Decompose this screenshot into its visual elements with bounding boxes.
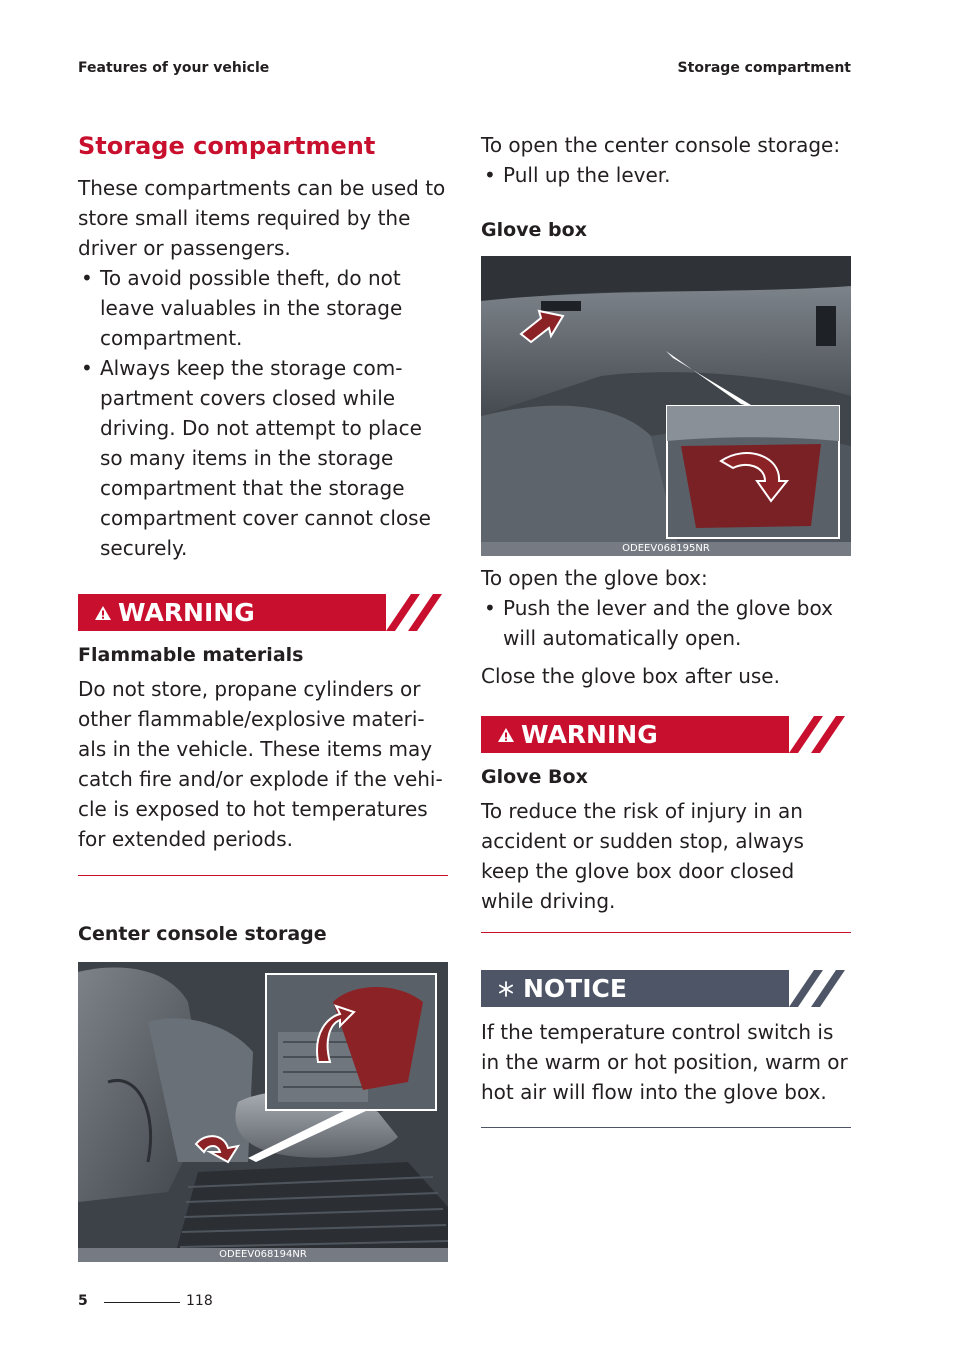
console-steps bbox=[481, 160, 851, 190]
warning-end-rule bbox=[481, 932, 851, 933]
left-column bbox=[78, 128, 448, 1262]
glove-close-text: Close the glove box after use. bbox=[481, 664, 780, 688]
bullet-glyph: • bbox=[81, 266, 93, 290]
stripes-decoration bbox=[386, 594, 448, 631]
console-heading: Center console storage bbox=[78, 923, 327, 945]
list-item bbox=[481, 160, 851, 190]
notice-text: If the temperature control switch is in the warm or hot position, warm or hot air will flow into the glove box. bbox=[481, 1020, 848, 1104]
section-title: Storage compartment bbox=[78, 132, 376, 160]
notice-label: NOTICE bbox=[523, 974, 627, 1003]
page-number: 118 bbox=[186, 1293, 213, 1309]
warning-label: WARNING bbox=[521, 720, 658, 749]
tips-list bbox=[78, 263, 448, 563]
warning-banner bbox=[78, 594, 448, 631]
running-header-right: Storage compartment bbox=[677, 60, 851, 76]
figure-code: ODEEV068194NR bbox=[78, 1248, 448, 1262]
glove-box-illustration bbox=[481, 256, 851, 556]
intro-paragraph: These compartments can be used to store small items required by the driver or passengers. bbox=[78, 176, 446, 260]
warning-text: To reduce the risk of injury in an accident or sudden stop, always keep the glove box door closed while driving. bbox=[481, 799, 804, 913]
list-item-text: To avoid possible theft, do not leave valuables in the storage compartment. bbox=[100, 266, 403, 350]
center-console-figure bbox=[78, 962, 448, 1262]
glove-box-figure bbox=[481, 256, 851, 556]
list-item-text: Pull up the lever. bbox=[503, 163, 671, 187]
warning-icon bbox=[495, 724, 517, 746]
running-header-left: Features of your vehicle bbox=[78, 60, 270, 76]
bullet-glyph: • bbox=[484, 163, 496, 187]
list-item bbox=[78, 263, 448, 353]
warning-icon bbox=[92, 602, 114, 624]
list-item-text: Always keep the storage com-partment covers closed while driving. Do not attempt to place so many items in the storage compartment that the storage compartment cover cannot close securely. bbox=[100, 356, 431, 560]
list-item bbox=[78, 353, 448, 563]
list-item-text: Push the lever and the glove box will automatically open. bbox=[503, 596, 833, 650]
list-item bbox=[481, 593, 851, 653]
warning-heading: Glove Box bbox=[481, 766, 588, 788]
bullet-glyph: • bbox=[484, 596, 496, 620]
warning-end-rule bbox=[78, 875, 448, 876]
footer-rule bbox=[104, 1302, 180, 1303]
stripes-decoration bbox=[789, 716, 851, 753]
glove-heading: Glove box bbox=[481, 219, 587, 241]
center-console-illustration bbox=[78, 962, 448, 1262]
warning-heading: Flammable materials bbox=[78, 644, 304, 666]
console-intro: To open the center console storage: bbox=[481, 133, 841, 157]
right-column bbox=[481, 128, 851, 1128]
notice-end-rule bbox=[481, 1127, 851, 1128]
glove-intro: To open the glove box: bbox=[481, 566, 708, 590]
glove-steps bbox=[481, 593, 851, 653]
figure-code: ODEEV068195NR bbox=[481, 542, 851, 556]
warning-banner bbox=[481, 716, 851, 753]
warning-label: WARNING bbox=[118, 598, 255, 627]
notice-banner bbox=[481, 970, 851, 1007]
bullet-glyph: • bbox=[81, 356, 93, 380]
asterisk-icon bbox=[495, 978, 517, 1000]
stripes-decoration bbox=[789, 970, 851, 1007]
section-number: 5 bbox=[78, 1293, 88, 1309]
warning-text: Do not store, propane cylinders or other flammable/explosive materi-als in the vehicle. These items may catch fire and/or explode if the vehi-cle is exposed to hot temperatures for extended periods. bbox=[78, 677, 443, 851]
